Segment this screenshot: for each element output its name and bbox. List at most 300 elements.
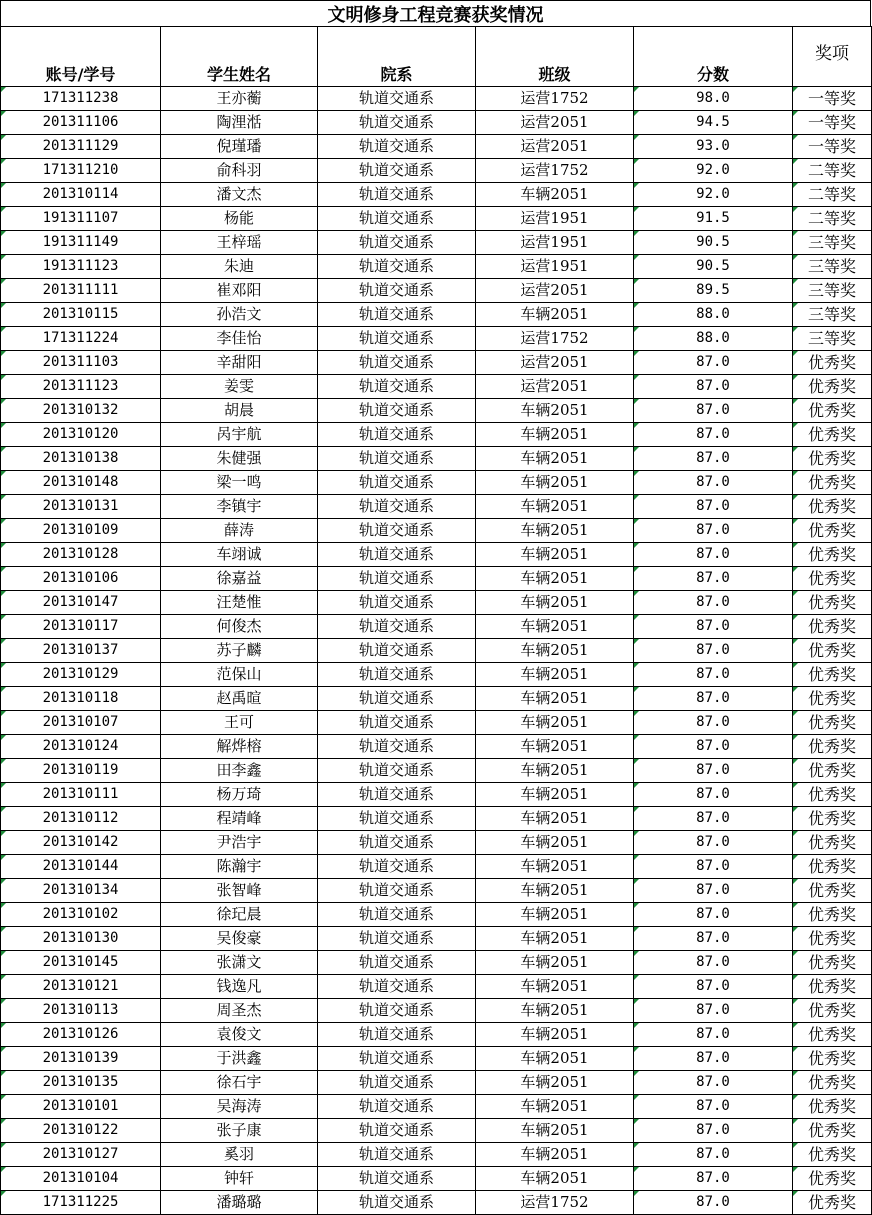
cell-student-name[interactable]: 薛涛	[161, 519, 318, 543]
cell-student-name[interactable]: 程靖峰	[161, 807, 318, 831]
cell-score[interactable]: 87.0	[634, 1143, 793, 1167]
cell-score[interactable]: 87.0	[634, 855, 793, 879]
cell-award[interactable]: 优秀奖	[793, 855, 872, 879]
cell-student-id[interactable]: 201311103	[1, 351, 161, 375]
cell-student-name[interactable]: 倪瑾璠	[161, 135, 318, 159]
cell-award[interactable]: 一等奖	[793, 135, 872, 159]
cell-student-name[interactable]: 张潇文	[161, 951, 318, 975]
cell-class[interactable]: 车辆2051	[476, 783, 634, 807]
cell-student-id[interactable]: 201310129	[1, 663, 161, 687]
cell-department[interactable]: 轨道交通系	[318, 687, 476, 711]
cell-department[interactable]: 轨道交通系	[318, 663, 476, 687]
cell-score[interactable]: 87.0	[634, 519, 793, 543]
cell-score[interactable]: 90.5	[634, 255, 793, 279]
cell-score[interactable]: 87.0	[634, 375, 793, 399]
cell-class[interactable]: 运营1951	[476, 207, 634, 231]
cell-class[interactable]: 运营1951	[476, 231, 634, 255]
cell-student-name[interactable]: 王梓瑶	[161, 231, 318, 255]
cell-student-name[interactable]: 孙浩文	[161, 303, 318, 327]
cell-department[interactable]: 轨道交通系	[318, 519, 476, 543]
cell-score[interactable]: 87.0	[634, 663, 793, 687]
cell-department[interactable]: 轨道交通系	[318, 471, 476, 495]
cell-class[interactable]: 车辆2051	[476, 615, 634, 639]
cell-score[interactable]: 87.0	[634, 399, 793, 423]
cell-score[interactable]: 87.0	[634, 1047, 793, 1071]
cell-department[interactable]: 轨道交通系	[318, 591, 476, 615]
cell-score[interactable]: 87.0	[634, 1191, 793, 1215]
cell-student-name[interactable]: 张子康	[161, 1119, 318, 1143]
cell-award[interactable]: 优秀奖	[793, 1143, 872, 1167]
cell-student-name[interactable]: 王亦蘅	[161, 87, 318, 111]
sheet-title[interactable]: 文明修身工程竞赛获奖情况	[0, 0, 871, 27]
cell-score[interactable]: 87.0	[634, 1119, 793, 1143]
cell-score[interactable]: 87.0	[634, 471, 793, 495]
cell-student-name[interactable]: 陶浬湉	[161, 111, 318, 135]
cell-department[interactable]: 轨道交通系	[318, 231, 476, 255]
cell-score[interactable]: 92.0	[634, 183, 793, 207]
cell-student-name[interactable]: 田李鑫	[161, 759, 318, 783]
cell-student-id[interactable]: 201310112	[1, 807, 161, 831]
cell-award[interactable]: 优秀奖	[793, 423, 872, 447]
cell-class[interactable]: 车辆2051	[476, 903, 634, 927]
cell-student-name[interactable]: 俞科羽	[161, 159, 318, 183]
cell-department[interactable]: 轨道交通系	[318, 951, 476, 975]
cell-award[interactable]: 三等奖	[793, 231, 872, 255]
cell-student-id[interactable]: 201311111	[1, 279, 161, 303]
cell-score[interactable]: 87.0	[634, 495, 793, 519]
cell-department[interactable]: 轨道交通系	[318, 279, 476, 303]
table-row	[1, 639, 872, 663]
cell-class[interactable]: 运营2051	[476, 111, 634, 135]
cell-award[interactable]: 一等奖	[793, 87, 872, 111]
cell-award[interactable]: 优秀奖	[793, 951, 872, 975]
cell-class[interactable]: 运营2051	[476, 351, 634, 375]
cell-student-id[interactable]: 201310134	[1, 879, 161, 903]
cell-class[interactable]: 车辆2051	[476, 519, 634, 543]
cell-student-id[interactable]: 191311107	[1, 207, 161, 231]
cell-student-id[interactable]: 201310128	[1, 543, 161, 567]
cell-award[interactable]: 优秀奖	[793, 543, 872, 567]
cell-score[interactable]: 87.0	[634, 711, 793, 735]
cell-award[interactable]: 三等奖	[793, 327, 872, 351]
cell-award[interactable]: 优秀奖	[793, 471, 872, 495]
cell-score[interactable]: 89.5	[634, 279, 793, 303]
cell-department[interactable]: 轨道交通系	[318, 1119, 476, 1143]
table-row	[1, 999, 872, 1023]
cell-score[interactable]: 94.5	[634, 111, 793, 135]
cell-class[interactable]: 运营2051	[476, 135, 634, 159]
cell-department[interactable]: 轨道交通系	[318, 375, 476, 399]
cell-class[interactable]: 车辆2051	[476, 495, 634, 519]
cell-class[interactable]: 车辆2051	[476, 855, 634, 879]
cell-award[interactable]: 优秀奖	[793, 1095, 872, 1119]
cell-score[interactable]: 87.0	[634, 903, 793, 927]
cell-student-name[interactable]: 朱健强	[161, 447, 318, 471]
cell-student-id[interactable]: 201310135	[1, 1071, 161, 1095]
cell-score[interactable]: 87.0	[634, 447, 793, 471]
cell-award[interactable]: 优秀奖	[793, 975, 872, 999]
header-student-id[interactable]: 账号/学号	[1, 27, 161, 87]
cell-student-name[interactable]: 陈瀚宇	[161, 855, 318, 879]
cell-score[interactable]: 90.5	[634, 231, 793, 255]
cell-score[interactable]: 87.0	[634, 591, 793, 615]
cell-department[interactable]: 轨道交通系	[318, 159, 476, 183]
cell-class[interactable]: 车辆2051	[476, 567, 634, 591]
cell-department[interactable]: 轨道交通系	[318, 87, 476, 111]
header-student-name[interactable]: 学生姓名	[161, 27, 318, 87]
cell-student-name[interactable]: 车翊诚	[161, 543, 318, 567]
cell-student-name[interactable]: 呙宇航	[161, 423, 318, 447]
cell-department[interactable]: 轨道交通系	[318, 615, 476, 639]
cell-score[interactable]: 87.0	[634, 879, 793, 903]
table-row	[1, 351, 872, 375]
cell-student-id[interactable]: 201310119	[1, 759, 161, 783]
cell-class[interactable]: 车辆2051	[476, 1047, 634, 1071]
cell-class[interactable]: 运营1951	[476, 255, 634, 279]
cell-class[interactable]: 车辆2051	[476, 1023, 634, 1047]
cell-class[interactable]: 车辆2051	[476, 879, 634, 903]
cell-score[interactable]: 91.5	[634, 207, 793, 231]
cell-award[interactable]: 优秀奖	[793, 687, 872, 711]
cell-score[interactable]: 87.0	[634, 543, 793, 567]
cell-student-id[interactable]: 171311210	[1, 159, 161, 183]
cell-student-id[interactable]: 201310102	[1, 903, 161, 927]
cell-award[interactable]: 优秀奖	[793, 1191, 872, 1215]
cell-student-id[interactable]: 201310109	[1, 519, 161, 543]
cell-department[interactable]: 轨道交通系	[318, 1143, 476, 1167]
table-row	[1, 519, 872, 543]
cell-class[interactable]: 运营1752	[476, 1191, 634, 1215]
cell-award[interactable]: 优秀奖	[793, 783, 872, 807]
cell-department[interactable]: 轨道交通系	[318, 879, 476, 903]
cell-award[interactable]: 三等奖	[793, 303, 872, 327]
cell-class[interactable]: 车辆2051	[476, 543, 634, 567]
cell-department[interactable]: 轨道交通系	[318, 711, 476, 735]
cell-award[interactable]: 优秀奖	[793, 639, 872, 663]
cell-department[interactable]: 轨道交通系	[318, 927, 476, 951]
cell-student-id[interactable]: 201311129	[1, 135, 161, 159]
cell-award[interactable]: 优秀奖	[793, 591, 872, 615]
cell-award[interactable]: 优秀奖	[793, 663, 872, 687]
cell-award[interactable]: 优秀奖	[793, 1119, 872, 1143]
cell-department[interactable]: 轨道交通系	[318, 207, 476, 231]
cell-class[interactable]: 车辆2051	[476, 975, 634, 999]
cell-department[interactable]: 轨道交通系	[318, 783, 476, 807]
cell-score[interactable]: 87.0	[634, 1095, 793, 1119]
cell-award[interactable]: 优秀奖	[793, 351, 872, 375]
cell-student-name[interactable]: 李镇宇	[161, 495, 318, 519]
cell-class[interactable]: 车辆2051	[476, 447, 634, 471]
cell-award[interactable]: 优秀奖	[793, 375, 872, 399]
cell-student-id[interactable]: 201310127	[1, 1143, 161, 1167]
cell-award[interactable]: 三等奖	[793, 279, 872, 303]
table-row	[1, 111, 872, 135]
cell-score[interactable]: 87.0	[634, 1023, 793, 1047]
table-row	[1, 687, 872, 711]
cell-department[interactable]: 轨道交通系	[318, 735, 476, 759]
cell-student-name[interactable]: 徐玘晨	[161, 903, 318, 927]
cell-student-id[interactable]: 201310131	[1, 495, 161, 519]
cell-student-name[interactable]: 王可	[161, 711, 318, 735]
cell-award[interactable]: 优秀奖	[793, 615, 872, 639]
cell-student-id[interactable]: 171311225	[1, 1191, 161, 1215]
cell-student-name[interactable]: 李佳怡	[161, 327, 318, 351]
cell-student-id[interactable]: 201310120	[1, 423, 161, 447]
cell-department[interactable]: 轨道交通系	[318, 831, 476, 855]
cell-department[interactable]: 轨道交通系	[318, 495, 476, 519]
cell-class[interactable]: 车辆2051	[476, 1071, 634, 1095]
cell-class[interactable]: 运营1752	[476, 327, 634, 351]
cell-score[interactable]: 88.0	[634, 327, 793, 351]
cell-department[interactable]: 轨道交通系	[318, 543, 476, 567]
cell-department[interactable]: 轨道交通系	[318, 447, 476, 471]
cell-class[interactable]: 车辆2051	[476, 999, 634, 1023]
cell-class[interactable]: 车辆2051	[476, 807, 634, 831]
cell-student-name[interactable]: 袁俊文	[161, 1023, 318, 1047]
cell-score[interactable]: 87.0	[634, 687, 793, 711]
cell-award[interactable]: 优秀奖	[793, 759, 872, 783]
cell-student-name[interactable]: 解烨榕	[161, 735, 318, 759]
cell-student-name[interactable]: 徐嘉益	[161, 567, 318, 591]
header-score[interactable]: 分数	[634, 27, 793, 87]
cell-score[interactable]: 87.0	[634, 759, 793, 783]
cell-class[interactable]: 运营2051	[476, 279, 634, 303]
cell-department[interactable]: 轨道交通系	[318, 399, 476, 423]
cell-class[interactable]: 车辆2051	[476, 687, 634, 711]
cell-department[interactable]: 轨道交通系	[318, 327, 476, 351]
cell-award[interactable]: 优秀奖	[793, 711, 872, 735]
cell-department[interactable]: 轨道交通系	[318, 759, 476, 783]
cell-department[interactable]: 轨道交通系	[318, 1095, 476, 1119]
cell-student-id[interactable]: 201310117	[1, 615, 161, 639]
cell-student-id[interactable]: 201310132	[1, 399, 161, 423]
cell-class[interactable]: 车辆2051	[476, 1119, 634, 1143]
cell-award[interactable]: 优秀奖	[793, 807, 872, 831]
header-award[interactable]: 奖项	[793, 27, 872, 87]
cell-department[interactable]: 轨道交通系	[318, 807, 476, 831]
cell-department[interactable]: 轨道交通系	[318, 183, 476, 207]
cell-award[interactable]: 三等奖	[793, 255, 872, 279]
cell-award[interactable]: 二等奖	[793, 207, 872, 231]
cell-class[interactable]: 运营1752	[476, 87, 634, 111]
cell-student-name[interactable]: 杨万琦	[161, 783, 318, 807]
cell-student-name[interactable]: 钱逸凡	[161, 975, 318, 999]
table-row	[1, 279, 872, 303]
cell-class[interactable]: 车辆2051	[476, 663, 634, 687]
cell-department[interactable]: 轨道交通系	[318, 423, 476, 447]
cell-student-name[interactable]: 于洪鑫	[161, 1047, 318, 1071]
cell-student-id[interactable]: 201310121	[1, 975, 161, 999]
cell-student-name[interactable]: 苏子麟	[161, 639, 318, 663]
cell-student-name[interactable]: 姜雯	[161, 375, 318, 399]
cell-score[interactable]: 87.0	[634, 807, 793, 831]
cell-class[interactable]: 运营1752	[476, 159, 634, 183]
cell-award[interactable]: 优秀奖	[793, 927, 872, 951]
cell-score[interactable]: 98.0	[634, 87, 793, 111]
cell-award[interactable]: 二等奖	[793, 159, 872, 183]
cell-student-name[interactable]: 张智峰	[161, 879, 318, 903]
cell-class[interactable]: 车辆2051	[476, 711, 634, 735]
cell-score[interactable]: 87.0	[634, 951, 793, 975]
cell-class[interactable]: 车辆2051	[476, 1167, 634, 1191]
cell-class[interactable]: 运营2051	[476, 375, 634, 399]
cell-score[interactable]: 87.0	[634, 783, 793, 807]
cell-award[interactable]: 优秀奖	[793, 879, 872, 903]
cell-department[interactable]: 轨道交通系	[318, 567, 476, 591]
cell-award[interactable]: 优秀奖	[793, 567, 872, 591]
cell-award[interactable]: 优秀奖	[793, 903, 872, 927]
cell-score[interactable]: 87.0	[634, 831, 793, 855]
cell-score[interactable]: 93.0	[634, 135, 793, 159]
cell-award[interactable]: 优秀奖	[793, 1023, 872, 1047]
cell-class[interactable]: 车辆2051	[476, 183, 634, 207]
cell-score[interactable]: 92.0	[634, 159, 793, 183]
cell-student-id[interactable]: 201310106	[1, 567, 161, 591]
cell-class[interactable]: 车辆2051	[476, 303, 634, 327]
table-row	[1, 591, 872, 615]
cell-class[interactable]: 车辆2051	[476, 399, 634, 423]
header-department[interactable]: 院系	[318, 27, 476, 87]
cell-award[interactable]: 优秀奖	[793, 735, 872, 759]
cell-student-name[interactable]: 汪楚惟	[161, 591, 318, 615]
cell-student-id[interactable]: 201310148	[1, 471, 161, 495]
cell-student-name[interactable]: 范保山	[161, 663, 318, 687]
cell-student-id[interactable]: 201310114	[1, 183, 161, 207]
cell-department[interactable]: 轨道交通系	[318, 111, 476, 135]
cell-department[interactable]: 轨道交通系	[318, 639, 476, 663]
cell-score[interactable]: 87.0	[634, 927, 793, 951]
cell-class[interactable]: 车辆2051	[476, 951, 634, 975]
cell-department[interactable]: 轨道交通系	[318, 303, 476, 327]
cell-student-id[interactable]: 201310101	[1, 1095, 161, 1119]
cell-student-name[interactable]: 赵禹暄	[161, 687, 318, 711]
cell-score[interactable]: 87.0	[634, 351, 793, 375]
cell-score[interactable]: 87.0	[634, 639, 793, 663]
cell-student-id[interactable]: 201310147	[1, 591, 161, 615]
cell-department[interactable]: 轨道交通系	[318, 1047, 476, 1071]
cell-award[interactable]: 优秀奖	[793, 831, 872, 855]
cell-award[interactable]: 优秀奖	[793, 495, 872, 519]
cell-student-id[interactable]: 201310139	[1, 1047, 161, 1071]
table-row	[1, 303, 872, 327]
cell-class[interactable]: 车辆2051	[476, 831, 634, 855]
cell-department[interactable]: 轨道交通系	[318, 255, 476, 279]
cell-score[interactable]: 87.0	[634, 615, 793, 639]
cell-class[interactable]: 车辆2051	[476, 471, 634, 495]
cell-department[interactable]: 轨道交通系	[318, 1167, 476, 1191]
cell-student-name[interactable]: 胡晨	[161, 399, 318, 423]
cell-student-name[interactable]: 周圣杰	[161, 999, 318, 1023]
cell-score[interactable]: 87.0	[634, 567, 793, 591]
cell-class[interactable]: 车辆2051	[476, 591, 634, 615]
cell-student-id[interactable]: 201310138	[1, 447, 161, 471]
cell-student-id[interactable]: 201310111	[1, 783, 161, 807]
cell-department[interactable]: 轨道交通系	[318, 903, 476, 927]
cell-class[interactable]: 车辆2051	[476, 639, 634, 663]
cell-award[interactable]: 优秀奖	[793, 519, 872, 543]
cell-student-name[interactable]: 徐石宇	[161, 1071, 318, 1095]
cell-student-name[interactable]: 钟轩	[161, 1167, 318, 1191]
cell-student-name[interactable]: 崔邓阳	[161, 279, 318, 303]
cell-score[interactable]: 87.0	[634, 975, 793, 999]
cell-department[interactable]: 轨道交通系	[318, 1023, 476, 1047]
table-row	[1, 855, 872, 879]
cell-student-id[interactable]: 171311224	[1, 327, 161, 351]
cell-award[interactable]: 优秀奖	[793, 447, 872, 471]
cell-score[interactable]: 87.0	[634, 423, 793, 447]
cell-award[interactable]: 优秀奖	[793, 399, 872, 423]
cell-class[interactable]: 车辆2051	[476, 735, 634, 759]
header-class[interactable]: 班级	[476, 27, 634, 87]
cell-student-id[interactable]: 201310126	[1, 1023, 161, 1047]
cell-student-name[interactable]: 何俊杰	[161, 615, 318, 639]
cell-score[interactable]: 87.0	[634, 1167, 793, 1191]
cell-award[interactable]: 优秀奖	[793, 1167, 872, 1191]
cell-department[interactable]: 轨道交通系	[318, 1071, 476, 1095]
cell-student-id[interactable]: 201310130	[1, 927, 161, 951]
cell-student-id[interactable]: 201310122	[1, 1119, 161, 1143]
cell-class[interactable]: 车辆2051	[476, 759, 634, 783]
cell-student-id[interactable]: 201310124	[1, 735, 161, 759]
cell-student-id[interactable]: 201310104	[1, 1167, 161, 1191]
cell-class[interactable]: 车辆2051	[476, 423, 634, 447]
cell-student-name[interactable]: 辛甜阳	[161, 351, 318, 375]
cell-award[interactable]: 优秀奖	[793, 1071, 872, 1095]
cell-student-name[interactable]: 杨能	[161, 207, 318, 231]
cell-student-name[interactable]: 潘文杰	[161, 183, 318, 207]
cell-score[interactable]: 87.0	[634, 999, 793, 1023]
cell-class[interactable]: 车辆2051	[476, 1143, 634, 1167]
cell-student-id[interactable]: 201310118	[1, 687, 161, 711]
cell-student-name[interactable]: 梁一鸣	[161, 471, 318, 495]
cell-student-id[interactable]: 201310142	[1, 831, 161, 855]
cell-score[interactable]: 88.0	[634, 303, 793, 327]
cell-student-id[interactable]: 201310113	[1, 999, 161, 1023]
cell-student-name[interactable]: 潘璐璐	[161, 1191, 318, 1215]
cell-department[interactable]: 轨道交通系	[318, 135, 476, 159]
cell-award[interactable]: 一等奖	[793, 111, 872, 135]
cell-student-name[interactable]: 吴海涛	[161, 1095, 318, 1119]
cell-student-name[interactable]: 朱迪	[161, 255, 318, 279]
cell-department[interactable]: 轨道交通系	[318, 975, 476, 999]
cell-student-id[interactable]: 201310144	[1, 855, 161, 879]
cell-student-id[interactable]: 201311106	[1, 111, 161, 135]
cell-award[interactable]: 优秀奖	[793, 1047, 872, 1071]
cell-department[interactable]: 轨道交通系	[318, 351, 476, 375]
cell-student-name[interactable]: 奚羽	[161, 1143, 318, 1167]
cell-department[interactable]: 轨道交通系	[318, 1191, 476, 1215]
table-row	[1, 927, 872, 951]
cell-department[interactable]: 轨道交通系	[318, 999, 476, 1023]
cell-award[interactable]: 二等奖	[793, 183, 872, 207]
cell-class[interactable]: 车辆2051	[476, 927, 634, 951]
cell-score[interactable]: 87.0	[634, 1071, 793, 1095]
cell-student-id[interactable]: 191311123	[1, 255, 161, 279]
cell-award[interactable]: 优秀奖	[793, 999, 872, 1023]
cell-student-id[interactable]: 191311149	[1, 231, 161, 255]
cell-student-id[interactable]: 201311123	[1, 375, 161, 399]
cell-score[interactable]: 87.0	[634, 735, 793, 759]
cell-student-name[interactable]: 吴俊豪	[161, 927, 318, 951]
cell-student-id[interactable]: 171311238	[1, 87, 161, 111]
cell-student-id[interactable]: 201310145	[1, 951, 161, 975]
cell-student-id[interactable]: 201310107	[1, 711, 161, 735]
cell-student-id[interactable]: 201310115	[1, 303, 161, 327]
cell-class[interactable]: 车辆2051	[476, 1095, 634, 1119]
cell-student-id[interactable]: 201310137	[1, 639, 161, 663]
cell-department[interactable]: 轨道交通系	[318, 855, 476, 879]
cell-student-name[interactable]: 尹浩宇	[161, 831, 318, 855]
